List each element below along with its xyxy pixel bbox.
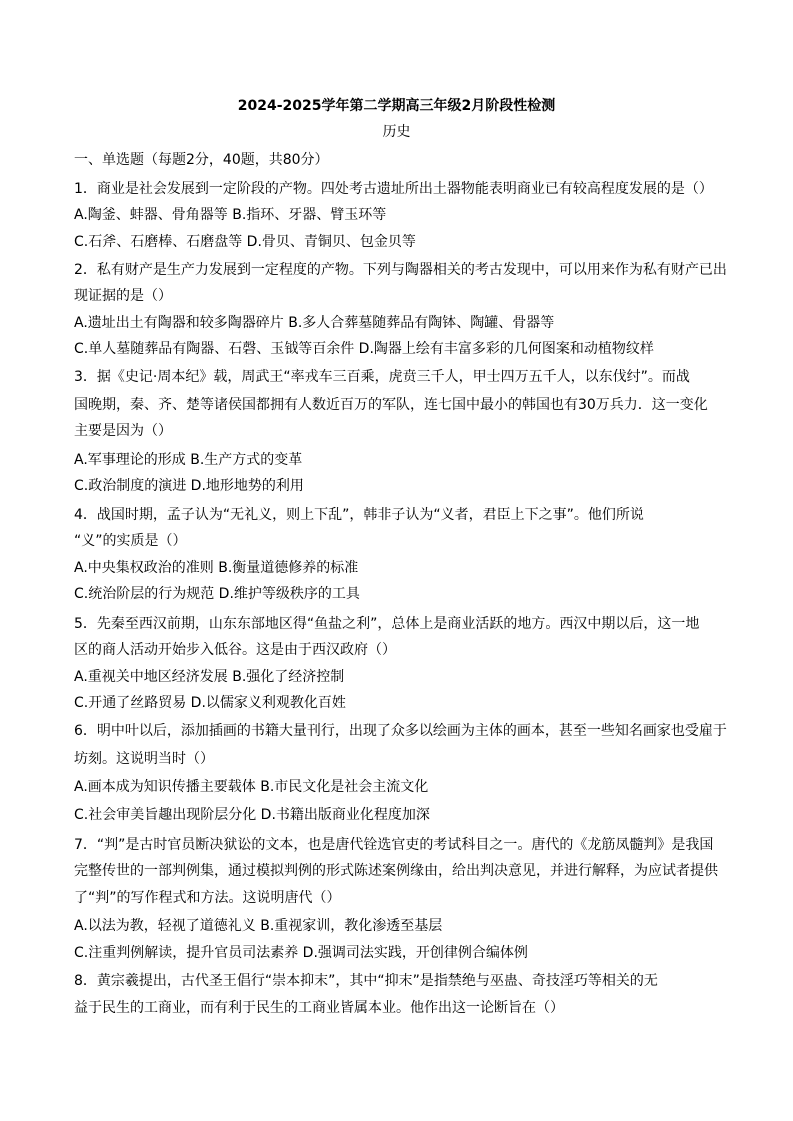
- question-1-stem-line-1: 1．商业是社会发展到一定阶段的产物。四处考古遗址所出土器物能表明商业已有较高程度发展的是（）: [74, 181, 713, 197]
- question-4-options-line-1: A.中央集权政治的准则 B.衡量道德修养的标准: [74, 560, 359, 576]
- question-1-options-line-1: A.陶釜、蚌器、骨角器等 B.指环、牙器、臂玉环等: [74, 207, 387, 223]
- question-3-stem-line-3: 主要是因为（）: [74, 423, 172, 439]
- question-5-stem-line-2: 区的商人活动开始步入低谷。这是由于西汉政府（）: [74, 642, 396, 658]
- exam-subject: 历史: [382, 124, 411, 140]
- question-7-stem-line-2: 完整传世的一部判例集，通过模拟判例的形式陈述案例缘由，给出判决意见，并进行解释，为应试者提供: [74, 863, 718, 879]
- question-3-stem-line-2: 国晚期，秦、齐、楚等诸侯国都拥有人数近百万的军队，连七国中最小的韩国也有30万兵力．这一变化: [74, 397, 708, 413]
- question-2-stem-line-2: 现证据的是（）: [74, 288, 172, 304]
- question-6-options-line-1: A.画本成为知识传播主要载体 B.市民文化是社会主流文化: [74, 779, 429, 795]
- question-1-options-line-2: C.石斧、石磨棒、石磨盘等 D.骨贝、青铜贝、包金贝等: [74, 234, 416, 250]
- question-2-options-line-2: C.单人墓随葬品有陶器、石磬、玉钺等百余件 D.陶器上绘有丰富多彩的几何图案和动植物纹样: [74, 341, 654, 357]
- question-5-options-line-2: C.开通了丝路贸易 D.以儒家义利观教化百姓: [74, 695, 346, 711]
- question-7-options-line-2: C.注重判例解读，提升官员司法素养 D.强调司法实践，开创律例合编体例: [74, 945, 528, 961]
- question-4-stem-line-2: “义”的实质是（）: [74, 533, 187, 549]
- question-6-stem-line-1: 6．明中叶以后，添加插画的书籍大量刊行，出现了众多以绘画为主体的画本，甚至一些知名画家也受雇于: [74, 723, 727, 739]
- question-5-stem-line-1: 5．先秦至西汉前期，山东东部地区得“鱼盐之利”，总体上是商业活跃的地方。西汉中期以后，这一地: [74, 616, 700, 632]
- question-8-stem-line-2: 益于民生的工商业，而有利于民生的工商业皆属本业。他作出这一论断旨在（）: [74, 1000, 564, 1016]
- question-7-options-line-1: A.以法为教，轻视了道德礼义 B.重视家训，教化渗透至基层: [74, 918, 443, 934]
- exam-title: 2024-2025学年第二学期高三年级2月阶段性检测: [237, 98, 556, 114]
- question-3-options-line-1: A.军事理论的形成 B.生产方式的变革: [74, 452, 303, 468]
- question-3-options-line-2: C.政治制度的演进 D.地形地势的利用: [74, 478, 304, 494]
- question-4-options-line-2: C.统治阶层的行为规范 D.维护等级秩序的工具: [74, 586, 360, 602]
- question-7-stem-line-1: 7．“判”是古时官员断决狱讼的文本，也是唐代铨选官吏的考试科目之一。唐代的《龙筋凤髓判》是我国: [74, 837, 714, 853]
- question-2-stem-line-1: 2．私有财产是生产力发展到一定程度的产物。下列与陶器相关的考古发现中，可以用来作为私有财产已出: [74, 262, 727, 278]
- question-6-options-line-2: C.社会审美旨趣出现阶层分化 D.书籍出版商业化程度加深: [74, 807, 430, 823]
- question-2-options-line-1: A.遗址出土有陶器和较多陶器碎片 B.多人合葬墓随葬品有陶钵、陶罐、骨器等: [74, 315, 555, 331]
- question-4-stem-line-1: 4．战国时期，孟子认为“无礼义，则上下乱”，韩非子认为“义者，君臣上下之事”。他们所说: [74, 507, 644, 523]
- section-heading: 一、单选题（每题2分，40题，共80分）: [74, 152, 329, 168]
- question-5-options-line-1: A.重视关中地区经济发展 B.强化了经济控制: [74, 669, 345, 685]
- question-8-stem-line-1: 8．黄宗羲提出，古代圣王倡行“崇本抑末”，其中“抑末”是指禁绝与巫蛊、奇技淫巧等相关的无: [74, 973, 658, 989]
- question-6-stem-line-2: 坊刻。这说明当时（）: [74, 751, 214, 767]
- question-3-stem-line-1: 3．据《史记·周本纪》载，周武王“率戎车三百乘，虎贲三千人，甲士四万五千人，以东伐纣”。而战: [74, 369, 690, 385]
- question-7-stem-line-3: 了“判”的写作程式和方法。这说明唐代（）: [74, 890, 341, 906]
